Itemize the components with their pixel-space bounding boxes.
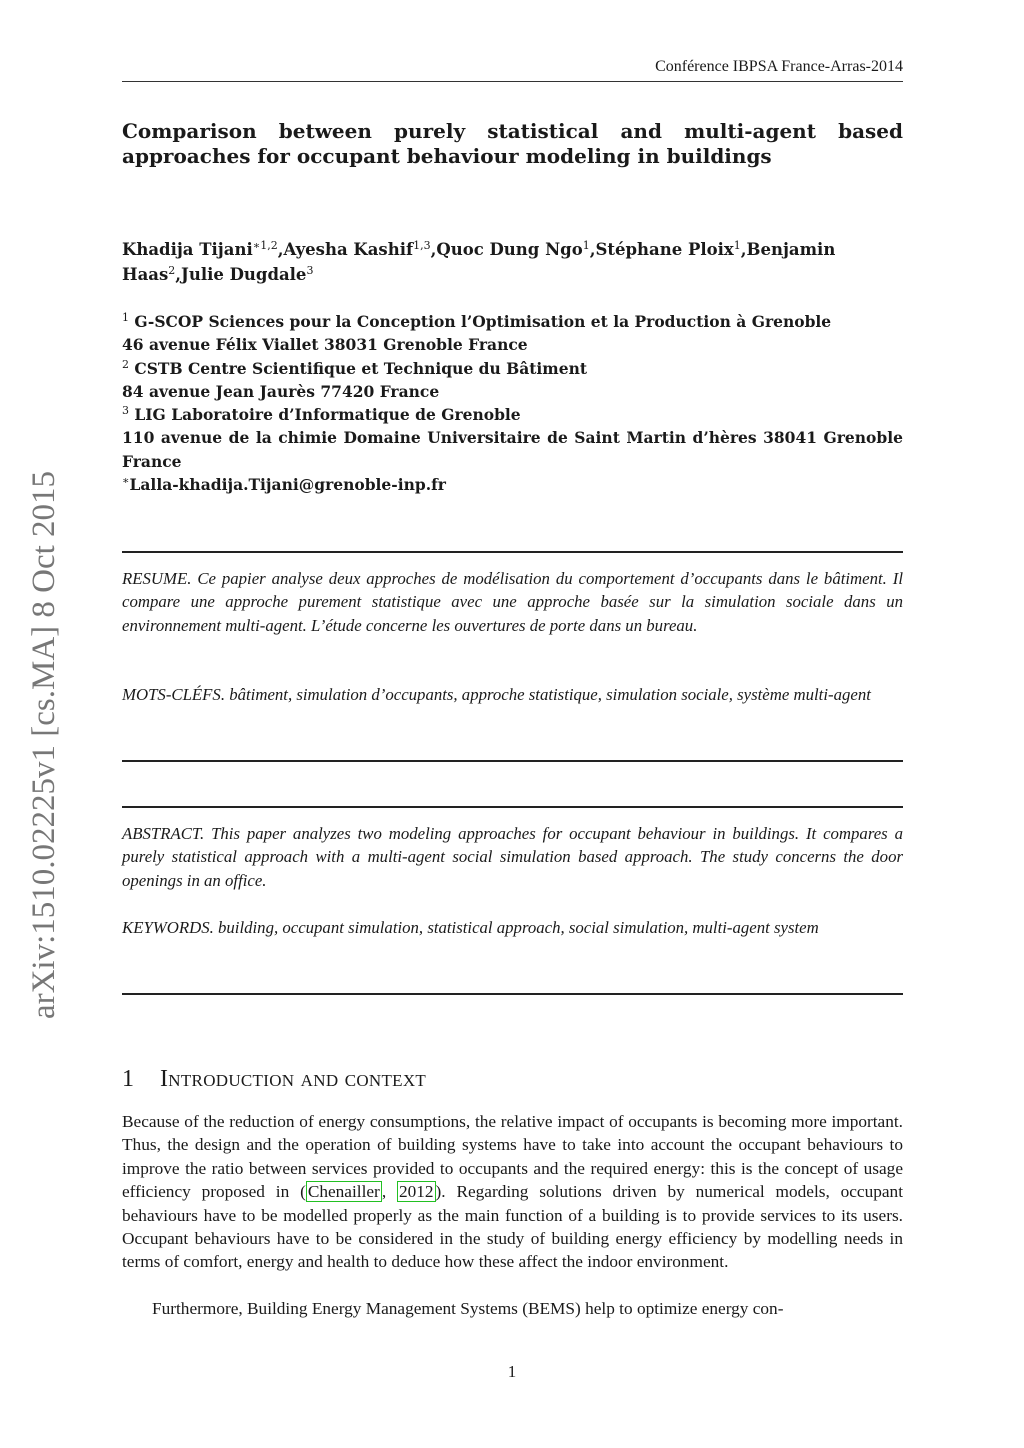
mots-clefs-text: MOTS-CLÉFS. bâtiment, simulation d’occupants, approche statistique, simulation sociale, système multi-agent	[122, 685, 871, 704]
arxiv-identifier: arXiv:1510.02225v1 [cs.MA] 8 Oct 2015	[26, 470, 62, 1020]
resume-top-rule	[122, 551, 903, 553]
author-name: Ayesha Kashif	[283, 240, 414, 259]
author-affil-mark: 1,3	[413, 239, 431, 252]
affiliation-1	[122, 310, 903, 333]
affiliation-name: CSTB Centre Scientifique et Technique du Bâtiment	[134, 358, 588, 378]
running-head: Conférence IBPSA France-Arras-2014	[655, 58, 903, 75]
affiliation-address: 46 avenue Félix Viallet 38031 Grenoble France	[122, 335, 528, 355]
page-number: 1	[507, 1362, 517, 1381]
author-name: Benjamin Haas	[122, 240, 836, 284]
author-affil-mark: 3	[306, 264, 314, 277]
abstract-text: ABSTRACT. This paper analyzes two modeling approaches for occupant behaviour in buildings. It compares a purely statistical approach with a multi-agent social simulation based approach. The study concerns the door openings in an office.	[122, 824, 903, 890]
intro-paragraph-1	[122, 1110, 903, 1274]
section-title: Introduction and context	[160, 1066, 427, 1092]
affiliation-marker: 3	[122, 404, 129, 418]
affiliation-3	[122, 403, 903, 426]
section-number: 1	[122, 1066, 134, 1092]
affiliation-marker: 2	[122, 357, 129, 371]
author-name: Quoc Dung Ngo	[436, 240, 583, 259]
affiliations	[122, 310, 903, 496]
author-name: Stéphane Ploix	[595, 240, 734, 259]
intro-paragraph-2: Furthermore, Building Energy Management Systems (BEMS) help to optimize energy con-	[152, 1299, 784, 1318]
author-name: Khadija Tijani	[122, 240, 253, 259]
citation-author-link[interactable]: Chenailler	[307, 1182, 380, 1202]
email-marker: ∗	[122, 474, 130, 488]
paragraph-text: ). Regarding solutions driven by numerical models, occupant behaviours have to be modelled properly as the main function of a building is to provide services to its users. Occupant behaviours have to be considered in the study of building energy efficiency by modelling needs in terms of comfort, energy and health to deduce how these affect the indoor environment.	[122, 1182, 903, 1272]
affiliation-name: LIG Laboratoire d’Informatique de Grenoble	[134, 405, 521, 425]
affiliation-marker: 1	[122, 311, 129, 324]
paper-title: Comparison between purely statistical and multi-agent based approaches for occupant behaviour modeling in buildings	[122, 119, 903, 168]
contact-email	[122, 473, 903, 496]
affiliation-address: 84 avenue Jean Jaurès 77420 France	[122, 381, 440, 401]
section-heading	[122, 1064, 903, 1094]
resume-bottom-rule	[122, 760, 903, 762]
author-affil-mark: 1	[733, 239, 741, 252]
abstract-top-rule	[122, 806, 903, 808]
author-list: Khadija Tijani$^{∗1,2}$,Ayesha Kashif$^{1,3}$,Quoc Dung Ngo$^1$,Stéphane Ploix$^1$,Benjamin Haas$^2$,Julie Dugdale$^3$	[122, 239, 836, 284]
author-affil-mark: 1	[582, 239, 590, 252]
header-rule	[122, 81, 903, 82]
author-name: Julie Dugdale	[181, 265, 307, 284]
email-address: Lalla-khadija.Tijani@grenoble-inp.fr	[129, 475, 446, 495]
citation-separator: ,	[381, 1182, 397, 1202]
affiliation-address: 110 avenue de la chimie Domaine Universitaire de Saint Martin d’hères 38041 Grenoble France	[122, 428, 903, 471]
keywords-text: KEYWORDS. building, occupant simulation, statistical approach, social simulation, multi-agent system	[122, 918, 819, 937]
citation-year-link[interactable]: 2012	[398, 1182, 434, 1202]
abstract-bottom-rule	[122, 993, 903, 995]
affiliation-2	[122, 357, 903, 380]
resume-text: RESUME. Ce papier analyse deux approches de modélisation du comportement d’occupants dans le bâtiment. Il compare une approche purement statistique avec une approche basée sur la simulation sociale dans un environnement multi-agent. L’étude concerne les ouvertures de porte dans un bureau.	[122, 569, 903, 635]
author-affil-mark: ∗1,2	[252, 239, 278, 252]
affiliation-name: G-SCOP Sciences pour la Conception l’Optimisation et la Production à Grenoble	[134, 312, 832, 331]
author-affil-mark: 2	[168, 264, 176, 277]
paragraph-text: Because of the reduction of energy consumptions, the relative impact of occupants is becoming more important. Thus, the design and the operation of building systems have to take into account the occupant behaviours to improve the ratio between services provided to occupants and the required energy: this is the concept of usage efficiency proposed in (	[122, 1112, 903, 1202]
